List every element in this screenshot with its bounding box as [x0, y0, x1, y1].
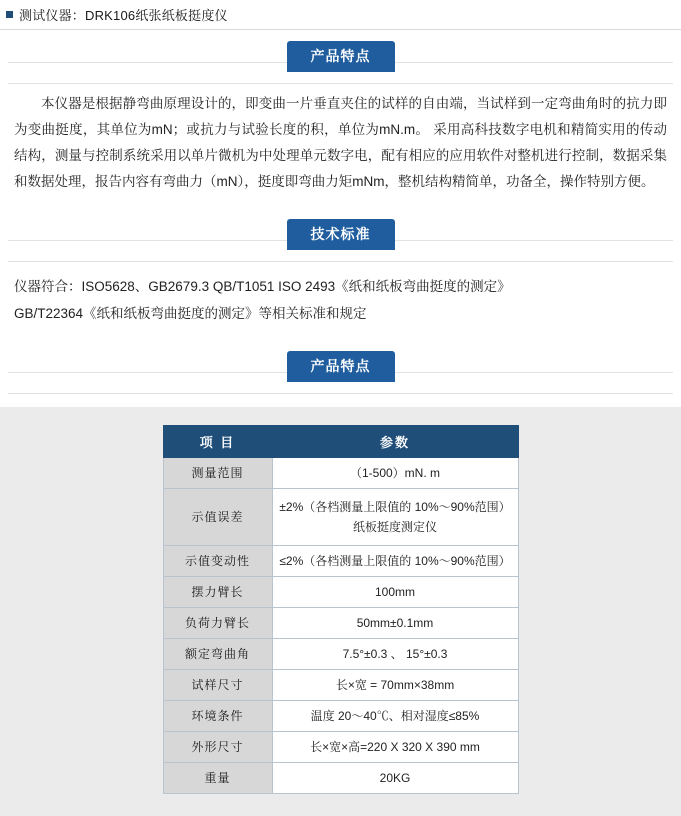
row-value: 20KG	[272, 763, 518, 794]
row-value: 长×宽×高=220 X 320 X 390 mm	[272, 732, 518, 763]
spec-table-panel	[0, 407, 681, 816]
breadcrumb	[0, 0, 681, 30]
table-row	[163, 701, 518, 732]
row-value: 长×宽 = 70mm×38mm	[272, 670, 518, 701]
standards-block	[14, 273, 667, 327]
divider-bottom	[8, 261, 673, 262]
square-bullet-icon	[6, 11, 13, 18]
section-header-specs	[0, 349, 681, 395]
section-banner-label: 技术标准	[287, 219, 395, 250]
row-label: 试样尺寸	[163, 670, 272, 701]
page-title: 测试仪器：DRK106纸张纸板挺度仪	[19, 8, 228, 23]
row-value: 100mm	[272, 577, 518, 608]
section-banner-label: 产品特点	[287, 41, 395, 72]
row-label: 环境条件	[163, 701, 272, 732]
section-header-features	[0, 39, 681, 85]
section-header-standards	[0, 217, 681, 263]
table-row	[163, 732, 518, 763]
table-row	[163, 639, 518, 670]
section-banner-label: 产品特点	[287, 351, 395, 382]
row-value: 7.5°±0.3 、 15°±0.3	[272, 639, 518, 670]
row-label: 外形尺寸	[163, 732, 272, 763]
row-value: ±2%（各档测量上限值的 10%～90%范围） 纸板挺度测定仪	[272, 489, 518, 546]
row-value: 50mm±0.1mm	[272, 608, 518, 639]
col-header-param: 参数	[272, 426, 518, 458]
row-label: 重量	[163, 763, 272, 794]
row-label: 测量范围	[163, 458, 272, 489]
row-value: 温度 20～40℃、相对湿度≤85%	[272, 701, 518, 732]
features-paragraph: 本仪器是根据静弯曲原理设计的，即变曲一片垂直夹住的试样的自由端，当试样到一定弯曲角时的抗力即为变曲挺度，其单位为mN；或抗力与试验长度的积，单位为mN.m。 采用高科技数字电机和精简实用的传动结构，测量与控制系统采用以单片微机为中处理单元数字电，配有相应的应用软件对整机进行控制，数据采集和数据处理，报告内容有弯曲力（mN），挺度即弯曲力矩mNm，整机结构精简单，功备全，操作特别方便。	[14, 96, 667, 189]
divider-bottom	[8, 393, 673, 394]
table-row	[163, 577, 518, 608]
col-header-item: 项 目	[163, 426, 272, 458]
row-label: 负荷力臂长	[163, 608, 272, 639]
table-row	[163, 608, 518, 639]
table-row	[163, 763, 518, 794]
table-row	[163, 458, 518, 489]
spec-table	[163, 425, 519, 794]
table-row	[163, 670, 518, 701]
row-label: 额定弯曲角	[163, 639, 272, 670]
row-label: 示值变动性	[163, 546, 272, 577]
row-value: ≤2%（各档测量上限值的 10%～90%范围）	[272, 546, 518, 577]
table-header-row	[163, 426, 518, 458]
standards-line-2: GB/T22364《纸和纸板弯曲挺度的测定》等相关标准和规定	[14, 306, 367, 321]
divider-bottom	[8, 83, 673, 84]
row-label: 示值误差	[163, 489, 272, 546]
table-row	[163, 489, 518, 546]
table-row	[163, 546, 518, 577]
row-value: （1-500）mN. m	[272, 458, 518, 489]
row-label: 摆力臂长	[163, 577, 272, 608]
standards-line-1: 仪器符合：ISO5628、GB2679.3 QB/T1051 ISO 2493《纸和纸板弯曲挺度的测定》	[14, 279, 511, 294]
